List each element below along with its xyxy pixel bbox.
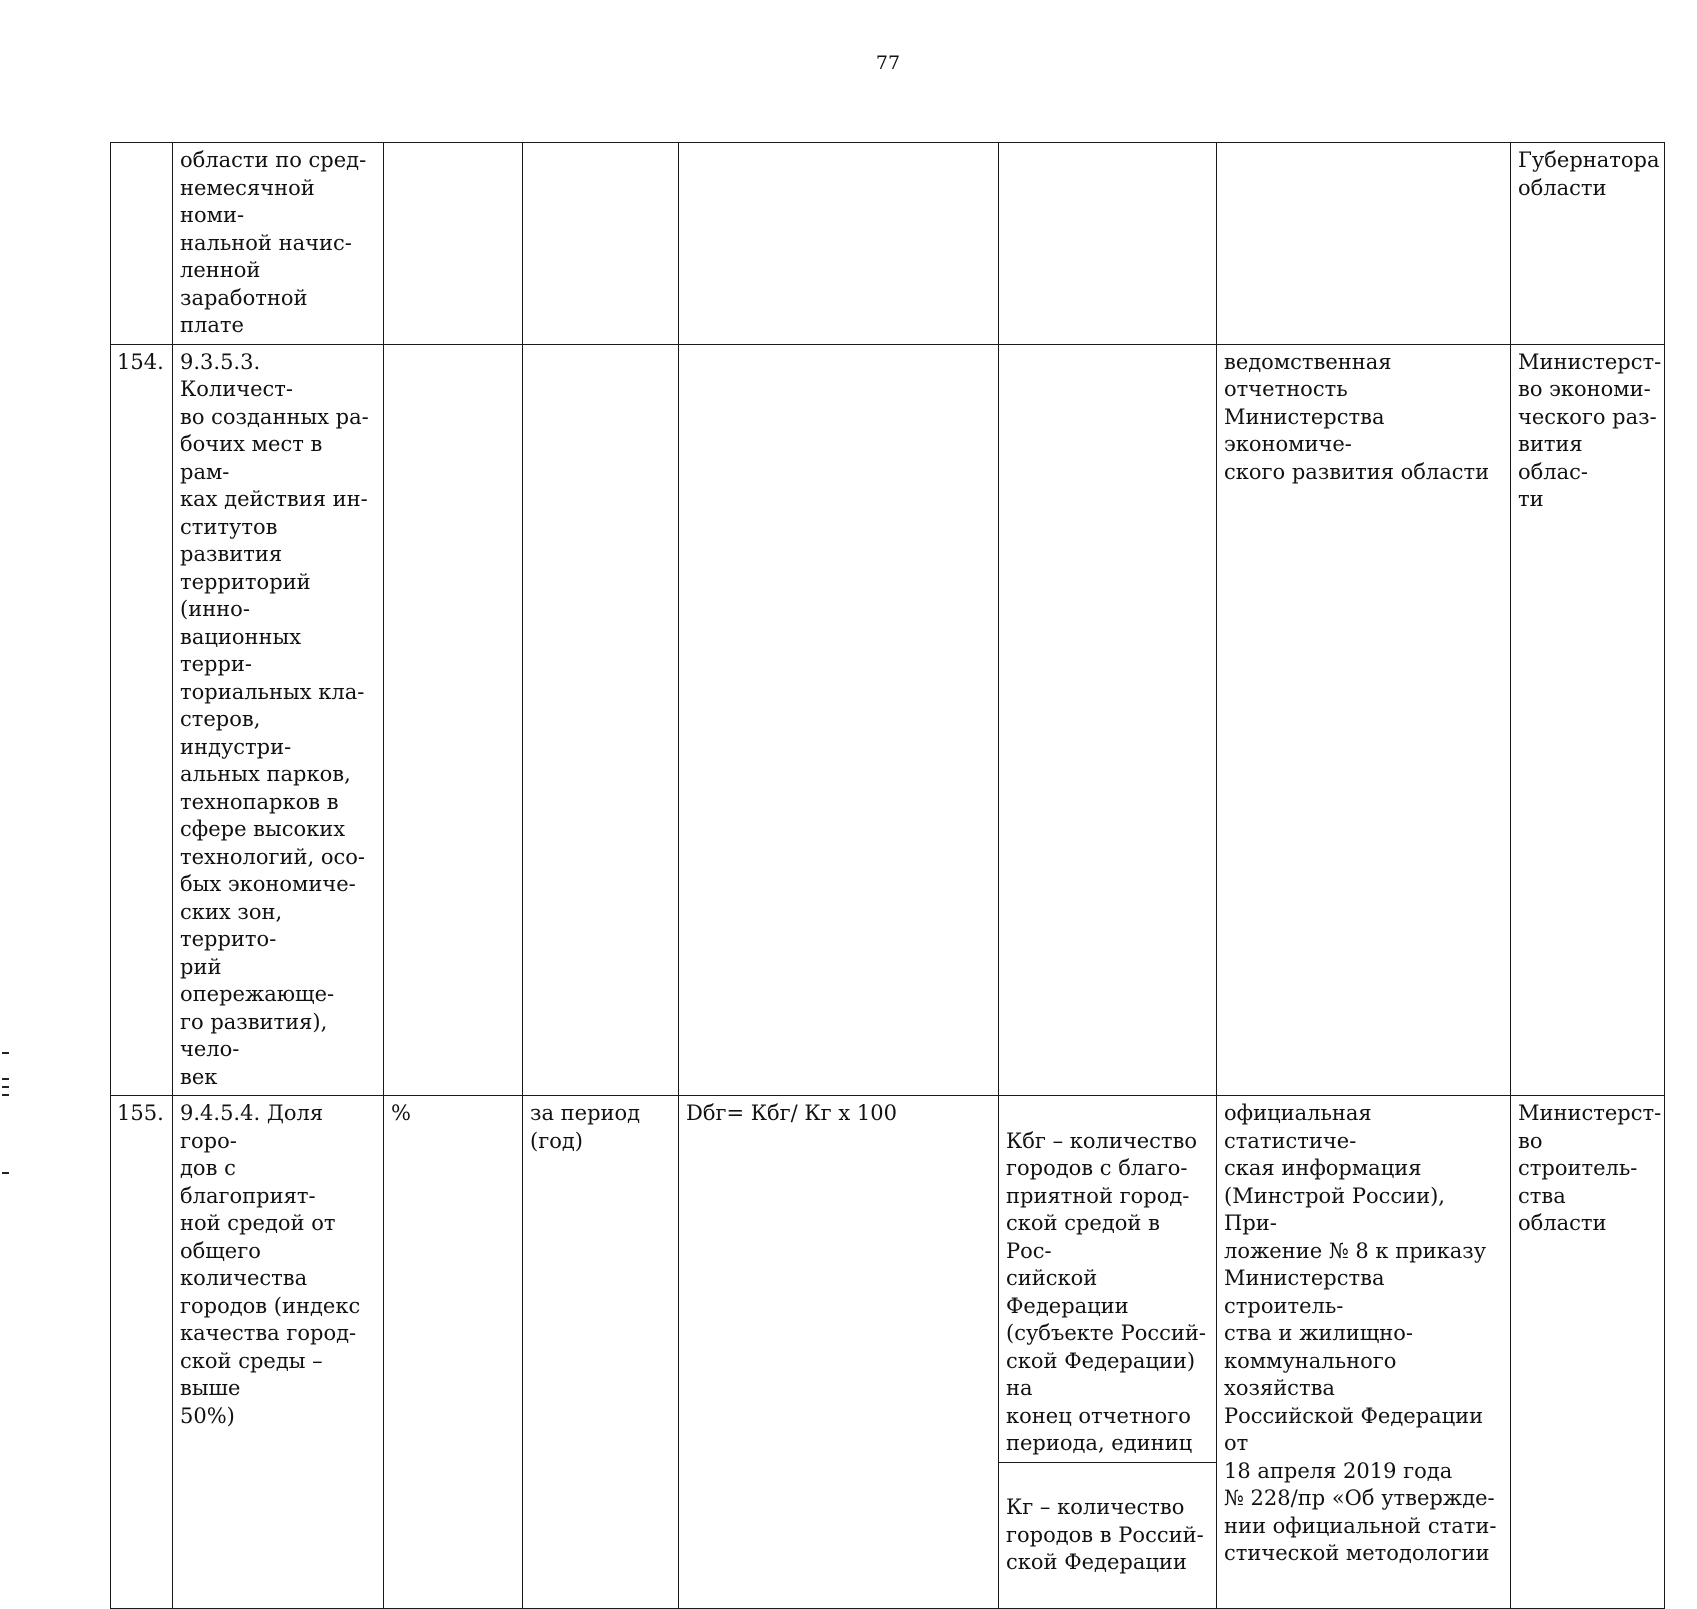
table-row	[111, 344, 1665, 1096]
variable-definition: Кг – количество городов в Россий- ской Федерации	[1006, 1495, 1204, 1574]
indicators-table	[110, 142, 1665, 1609]
table-row	[111, 1096, 1665, 1609]
scan-mark	[2, 1052, 9, 1054]
formula-cell	[679, 143, 999, 345]
row-number: 155.	[111, 1096, 173, 1609]
source-cell: ведомственная отчетность Министерства экономиче- ского развития области	[1217, 344, 1511, 1096]
row-number	[111, 143, 173, 345]
unit-cell	[384, 143, 523, 345]
responsible-cell: Министерст- во строитель- ства области	[1511, 1096, 1665, 1609]
responsible-cell: Губернатора области	[1511, 143, 1665, 345]
period-cell	[523, 344, 679, 1096]
source-cell	[1217, 143, 1511, 345]
unit-cell: %	[384, 1096, 523, 1609]
table-row	[111, 143, 1665, 345]
responsible-cell: Министерст- во экономи- ческого раз- вития облас- ти	[1511, 344, 1665, 1096]
indicator-name: 9.4.5.4. Доля горо- дов с благоприят- ной средой от общего количества городов (индекс качества город- ской среды – выше 50%)	[173, 1096, 384, 1609]
scan-mark	[2, 1094, 9, 1096]
scan-mark	[2, 1086, 9, 1088]
row-number: 154.	[111, 344, 173, 1096]
page-number: 77	[875, 52, 901, 74]
formula-cell: Dбг= Кбг/ Кг х 100	[679, 1096, 999, 1609]
scan-mark	[2, 1172, 9, 1174]
source-cell: официальная статистиче- ская информация (Минстрой России), При- ложение № 8 к приказу Министерства строитель- ства и жилищно- коммунального хозяйства Российской Федерации от 18 апреля 2019 года № 228/пр «Об утвержде- нии официальной стати- стической методологии	[1217, 1096, 1511, 1609]
variables-cell	[999, 344, 1217, 1096]
period-cell: за период (год)	[523, 1096, 679, 1609]
formula-cell	[679, 344, 999, 1096]
scan-mark	[2, 1078, 9, 1080]
variables-cell	[999, 1096, 1217, 1609]
period-cell	[523, 143, 679, 345]
indicator-name: 9.3.5.3. Количест- во созданных ра- бочих мест в рам- ках действия ин- ститутов развития территорий (инно- вационных терри- ториальных кла- стеров, индустри- альных парков, технопарков в сфере высоких технологий, осо- бых экономиче- ских зон, террито- рий опережающе- го развития), чело- век	[173, 344, 384, 1096]
variables-cell	[999, 143, 1217, 345]
variable-definition: Кбг – количество городов с благо- приятной город- ской средой в Рос- сийской Федерации (субъекте Россий- ской Федерации) на конец отчетного периода, единиц	[999, 1124, 1216, 1463]
indicator-name: области по сред- немесячной номи- нальной начис- ленной заработной плате	[173, 143, 384, 345]
unit-cell	[384, 344, 523, 1096]
